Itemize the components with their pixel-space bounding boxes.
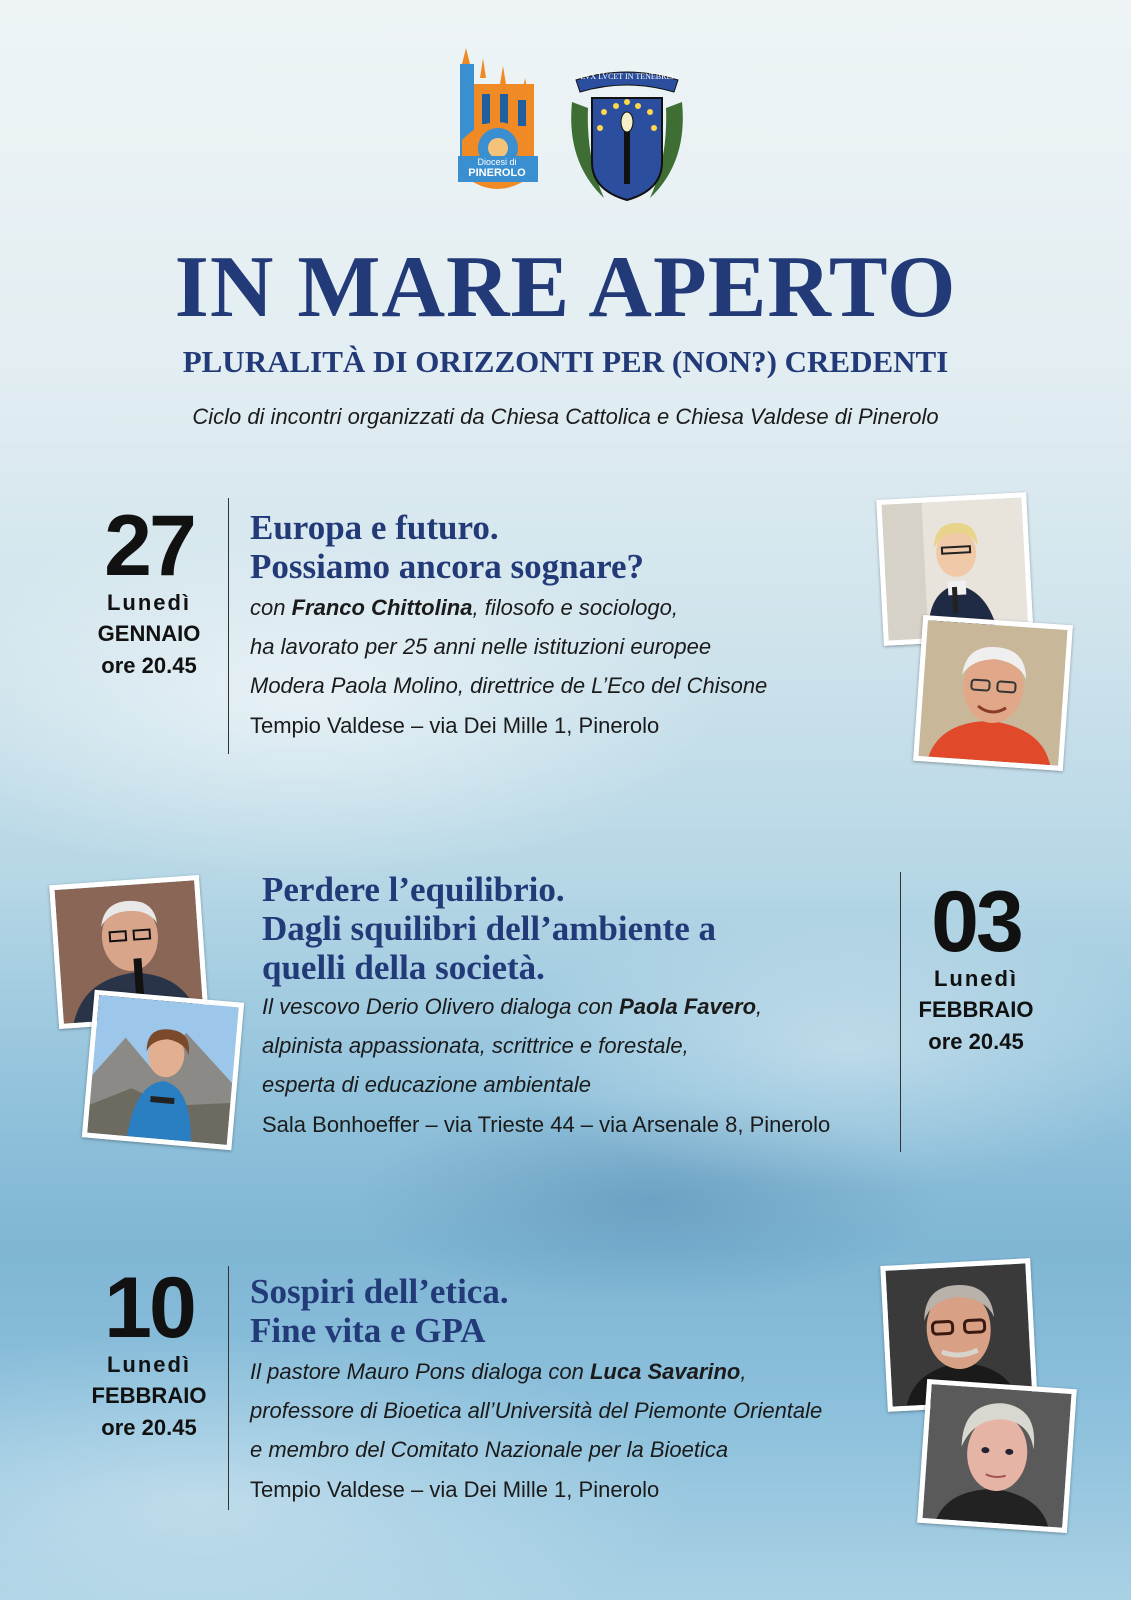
event-2-desc-line1: Il vescovo Derio Olivero dialoga con Paola Favero, bbox=[262, 994, 763, 1019]
event-3-desc-line2: professore di Bioetica all’Università del Piemonte Orientale bbox=[250, 1398, 823, 1423]
event-3-title-line1: Sospiri dell’etica. bbox=[250, 1272, 509, 1311]
event-2-weekday: Lunedì bbox=[933, 966, 1019, 991]
event-3-time: ore 20.45 bbox=[101, 1415, 197, 1440]
main-title: IN MARE APERTO bbox=[174, 239, 957, 336]
event-1-date bbox=[74, 498, 224, 682]
diocese-logo-line1: Diocesi di bbox=[477, 157, 517, 167]
event-1-month: GENNAIO bbox=[97, 621, 201, 646]
event-2-title-line3: quelli della società. bbox=[262, 948, 545, 987]
event-2-time: ore 20.45 bbox=[928, 1029, 1024, 1054]
event-3-venue: Tempio Valdese – via Dei Mille 1, Pinerolo bbox=[250, 1477, 660, 1502]
valdese-logo bbox=[570, 62, 684, 208]
event-3-speaker: Luca Savarino bbox=[589, 1359, 741, 1384]
event-3-month: FEBBRAIO bbox=[91, 1383, 207, 1408]
intro-text: Ciclo di incontri organizzati da Chiesa Cattolica e Chiesa Valdese di Pinerolo bbox=[192, 404, 939, 429]
event-1-details bbox=[250, 508, 850, 741]
event-2-desc-line2: alpinista appassionata, scrittrice e forestale, bbox=[262, 1033, 689, 1058]
event-1-time: ore 20.45 bbox=[101, 653, 197, 678]
event-1-divider bbox=[228, 498, 229, 754]
event-2-photo-speaker bbox=[82, 990, 244, 1151]
event-3-day-number: 10 bbox=[104, 1260, 194, 1356]
event-3-desc-line3: e membro del Comitato Nazionale per la Bioetica bbox=[250, 1437, 729, 1462]
event-1-venue: Tempio Valdese – via Dei Mille 1, Pinerolo bbox=[250, 713, 660, 738]
event-3-details bbox=[250, 1272, 890, 1505]
event-3-weekday: Lunedì bbox=[106, 1352, 192, 1377]
event-1-photo-speaker bbox=[913, 615, 1073, 771]
event-1-weekday: Lunedì bbox=[106, 590, 192, 615]
event-2-title-line2: Dagli squilibri dell’ambiente a bbox=[262, 909, 717, 948]
subtitle: PLURALITÀ DI ORIZZONTI PER (NON?) CREDENTI bbox=[182, 344, 949, 379]
event-1-speaker: Franco Chittolina bbox=[291, 595, 473, 620]
valdese-logo-motto: LVX LVCET IN TENEBRIS bbox=[580, 72, 674, 81]
event-3-photo-speaker bbox=[917, 1379, 1077, 1533]
event-1-title-line2: Possiamo ancora sognare? bbox=[250, 547, 645, 586]
event-1-title-line1: Europa e futuro. bbox=[250, 508, 499, 547]
event-2-venue: Sala Bonhoeffer – via Trieste 44 – via Arsenale 8, Pinerolo bbox=[262, 1112, 831, 1137]
event-1-desc-line2: ha lavorato per 25 anni nelle istituzioni europee bbox=[250, 634, 712, 659]
event-2-details bbox=[262, 870, 902, 1140]
event-3-date bbox=[74, 1260, 224, 1444]
event-1-day-number: 27 bbox=[104, 498, 194, 594]
event-1-desc-line3: Modera Paola Molino, direttrice de L’Eco del Chisone bbox=[250, 673, 768, 698]
event-2-month: FEBBRAIO bbox=[918, 997, 1034, 1022]
event-2-speaker: Paola Favero bbox=[619, 994, 757, 1019]
event-2-desc-line3: esperta di educazione ambientale bbox=[262, 1072, 592, 1097]
event-3-desc-line1: Il pastore Mauro Pons dialoga con Luca Savarino, bbox=[250, 1359, 747, 1384]
event-3-divider bbox=[228, 1266, 229, 1510]
event-3-title-line2: Fine vita e GPA bbox=[250, 1311, 486, 1350]
event-1-desc-line1: con Franco Chittolina, filosofo e sociologo, bbox=[250, 595, 678, 620]
event-2-date bbox=[900, 874, 1052, 1058]
event-2-title-line1: Perdere l’equilibrio. bbox=[262, 870, 565, 909]
diocese-logo-line2: PINEROLO bbox=[468, 167, 526, 179]
diocese-logo bbox=[452, 44, 542, 202]
event-2-day-number: 03 bbox=[931, 874, 1021, 970]
